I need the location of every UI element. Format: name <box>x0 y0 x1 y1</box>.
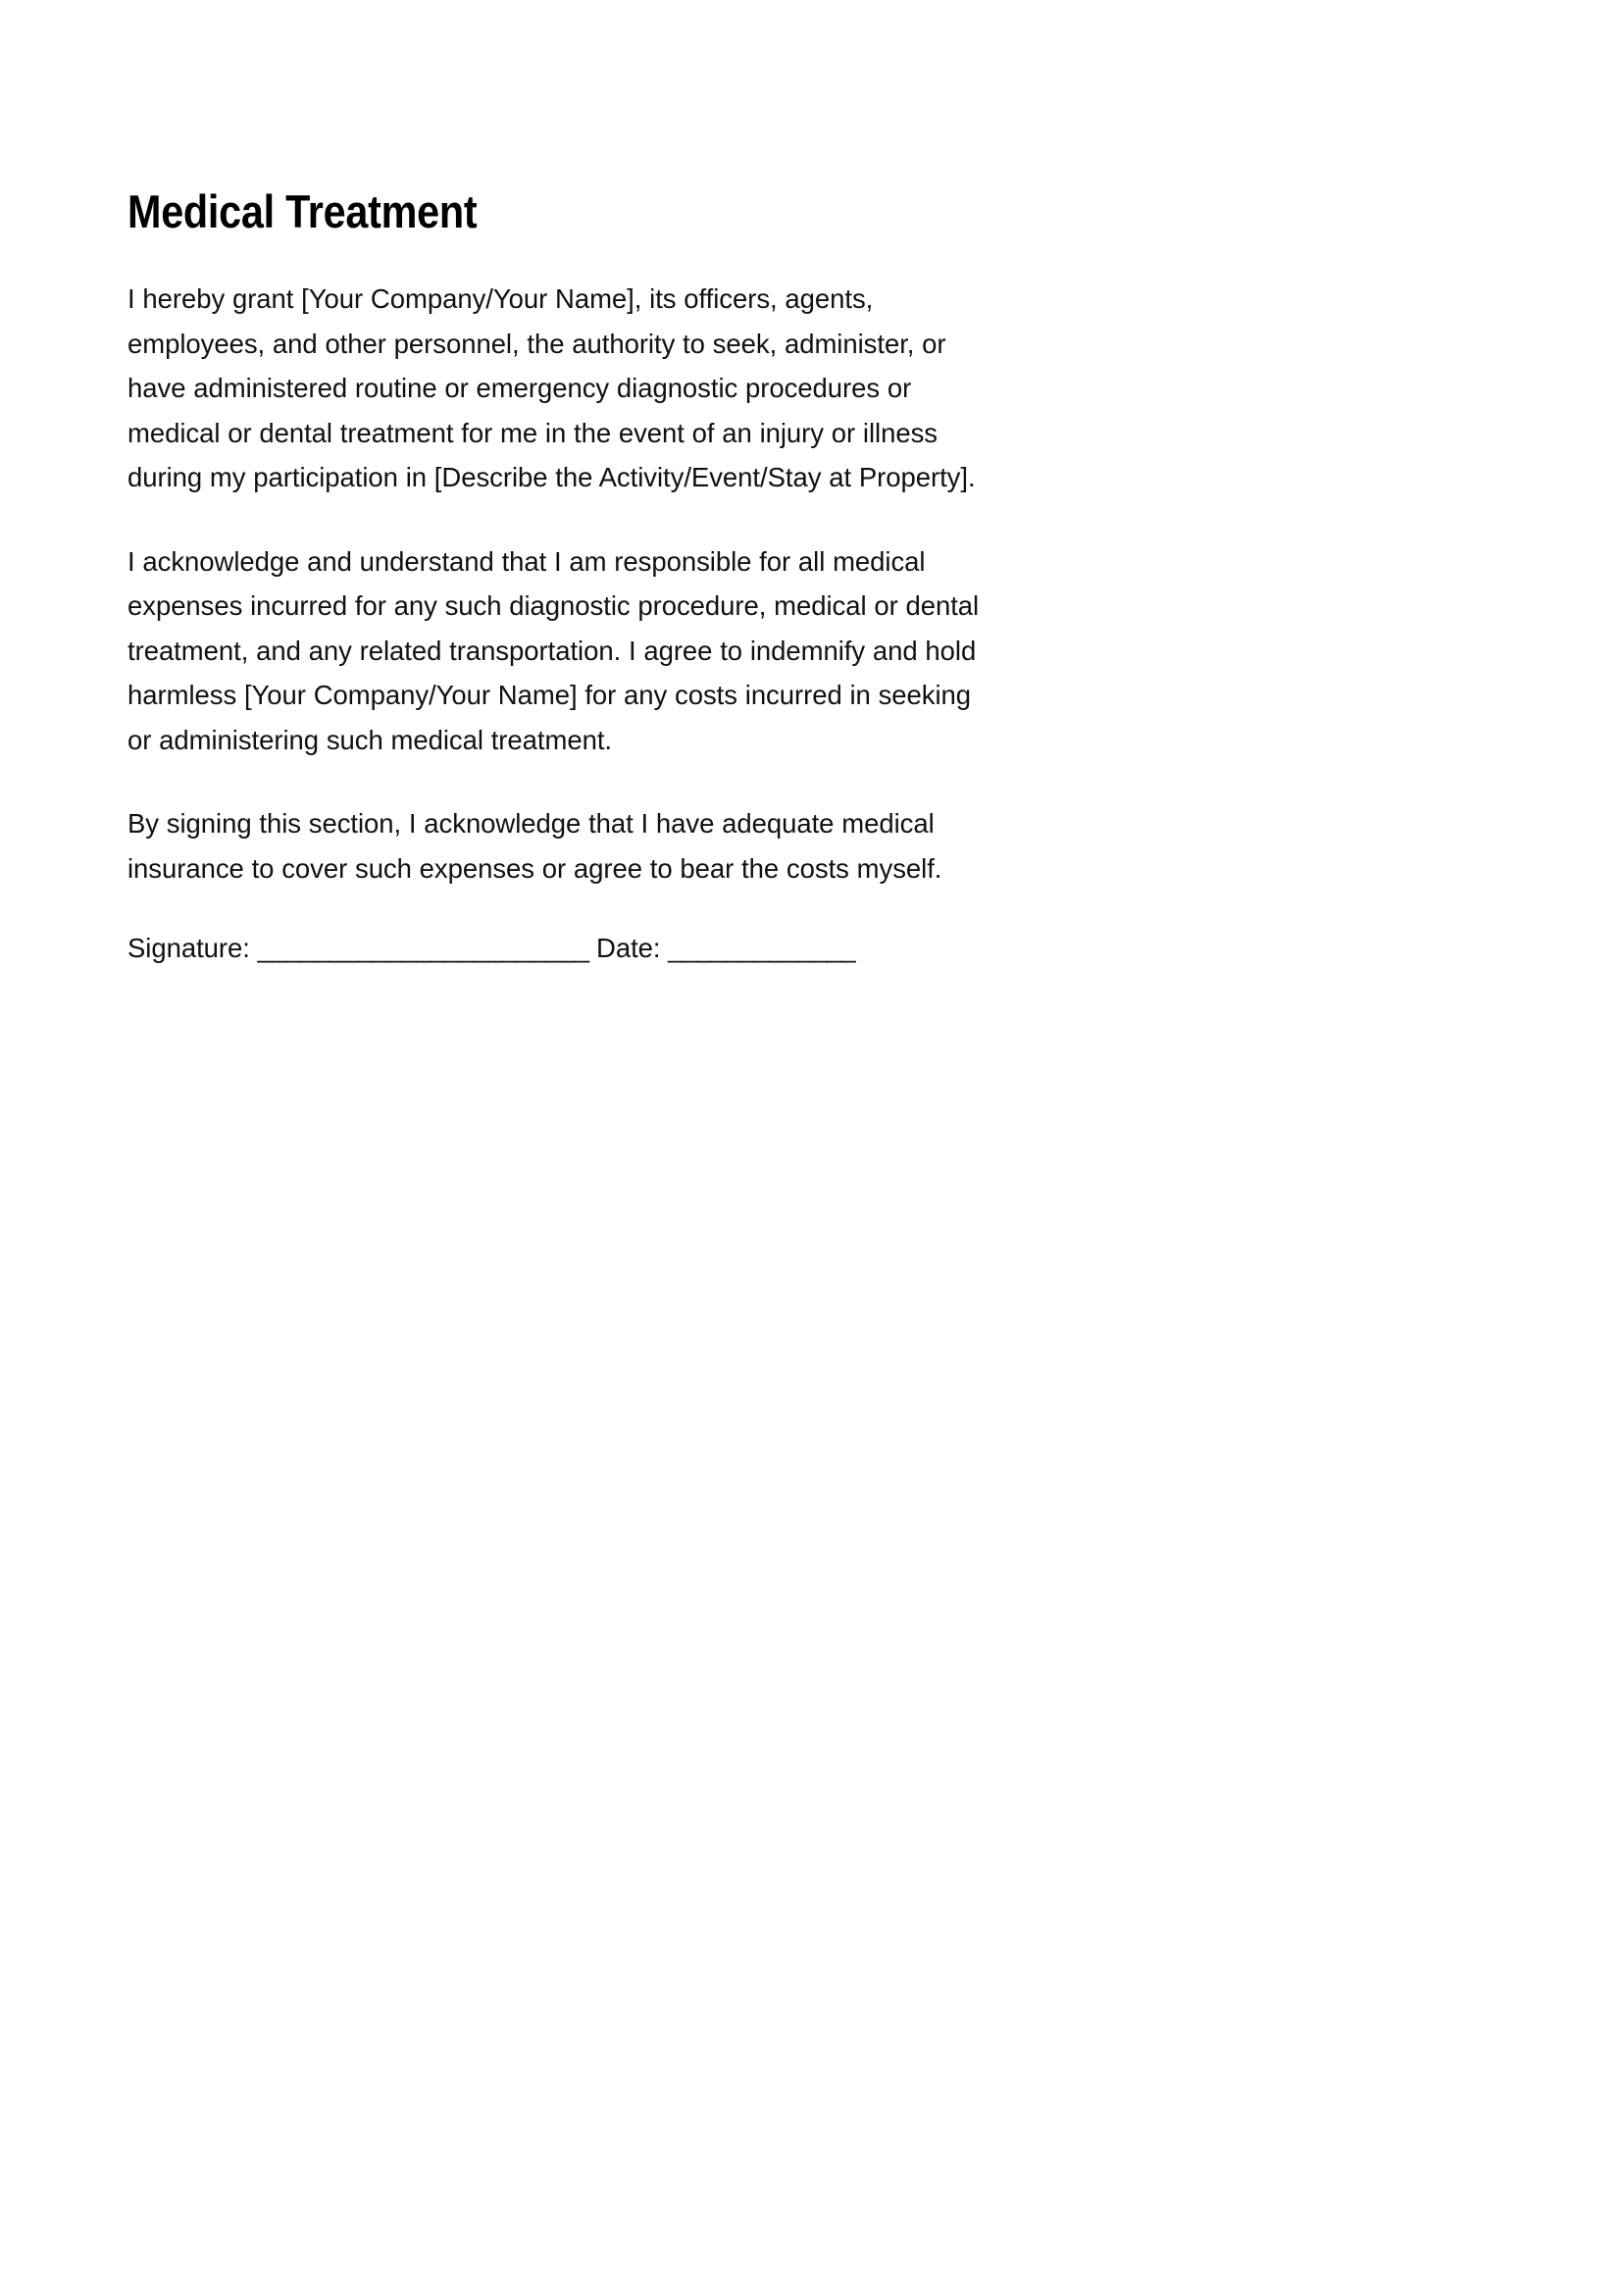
date-input-rule[interactable]: _____________ <box>668 933 856 963</box>
document-body <box>127 277 995 971</box>
signature-date-line <box>127 926 995 971</box>
paragraph-insurance-acknowledgement: By signing this section, I acknowledge that I have adequate medical insurance to cover such expenses or agree to bear the costs myself. <box>127 808 942 884</box>
signature-date-separator <box>588 933 596 963</box>
signature-input-rule[interactable]: _______________________ <box>257 933 589 963</box>
date-label: Date: <box>596 933 669 963</box>
signature-label: Signature: <box>127 933 258 963</box>
page-title: Medical Treatment <box>127 185 478 237</box>
paragraph-medical-authority: I hereby grant [Your Company/Your Name], its officers, agents, employees, and other personnel, the authority to seek, administer, or have administered routine or emergency diagnostic procedures or medical or dental treatment for me in the event of an injury or illness during my participation in [Describe the Activity/Event/Stay at Property]. <box>127 283 976 492</box>
paragraph-expense-responsibility: I acknowledge and understand that I am responsible for all medical expenses incurred for any such diagnostic procedure, medical or dental treatment, and any related transportation. I agree to indemnify and hold harmless [Your Company/Your Name] for any costs incurred in seeking or administering such medical treatment. <box>127 545 980 755</box>
